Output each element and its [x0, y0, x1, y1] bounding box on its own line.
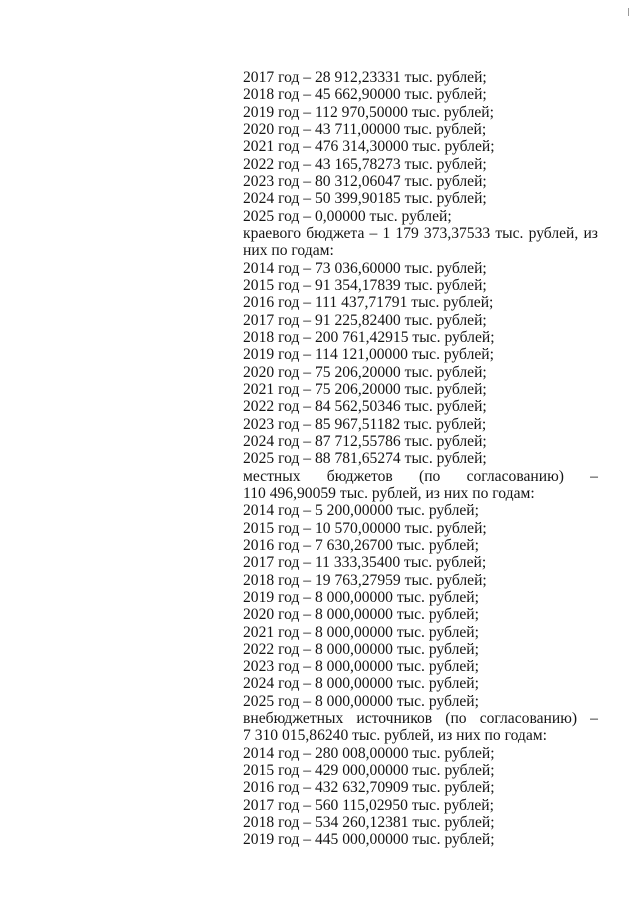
heading-word: бюджетов — [326, 467, 393, 485]
heading-word: краевого — [243, 224, 302, 242]
extrabudget-heading — [243, 710, 598, 745]
year-line: 2017 год – 28 912,23331 тыс. рублей; — [243, 69, 487, 86]
year-line: 2020 год – 75 206,20000 тыс. рублей; — [243, 363, 487, 381]
year-line: 2022 год – 8 000,00000 тыс. рублей; — [243, 640, 479, 658]
year-line: 2020 год – 43 711,00000 тыс. рублей; — [243, 120, 487, 138]
year-line: 2024 год – 50 399,90185 тыс. рублей; — [243, 190, 487, 208]
year-line: 2019 год – 112 970,50000 тыс. рублей; — [243, 103, 494, 121]
heading-word: рублей, — [528, 224, 579, 242]
year-line: 2023 год – 80 312,06047 тыс. рублей; — [243, 172, 487, 190]
regional-budget-heading — [243, 225, 598, 260]
year-line: 2016 год – 432 632,70909 тыс. рублей; — [243, 779, 495, 797]
year-line: 2016 год – 111 437,71791 тыс. рублей; — [243, 294, 494, 312]
year-line: 2019 год – 445 000,00000 тыс. рублей; — [243, 831, 495, 849]
heading-word: (по — [445, 710, 467, 728]
year-line: 2022 год – 43 165,78273 тыс. рублей; — [243, 155, 487, 173]
local-budget-heading — [243, 468, 598, 503]
scan-mark — [628, 8, 629, 16]
heading-word: 373,37533 — [423, 224, 491, 242]
heading-word: – — [369, 224, 378, 242]
year-line: 2025 год – 88 781,65274 тыс. рублей; — [243, 450, 487, 468]
year-line: 2019 год – 114 121,00000 тыс. рублей; — [243, 346, 494, 364]
heading-line — [243, 225, 598, 242]
year-line: 2025 год – 0,00000 тыс. рублей; — [243, 207, 452, 225]
heading-word: из — [583, 224, 598, 242]
year-line: 2018 год – 45 662,90000 тыс. рублей; — [243, 86, 487, 104]
year-line: 2019 год – 8 000,00000 тыс. рублей; — [243, 588, 479, 606]
year-line: 2024 год – 87 712,55786 тыс. рублей; — [243, 432, 487, 450]
year-line: 2023 год – 85 967,51182 тыс. рублей; — [243, 415, 487, 433]
year-line: 2015 год – 429 000,00000 тыс. рублей; — [243, 762, 495, 780]
heading-word: – — [590, 467, 598, 485]
year-line: 2020 год – 8 000,00000 тыс. рублей; — [243, 606, 479, 624]
heading-word: внебюджетных — [243, 710, 344, 728]
year-line: 2018 год – 534 260,12381 тыс. рублей; — [243, 814, 495, 832]
year-line: 2018 год – 19 763,27959 тыс. рублей; — [243, 571, 487, 589]
heading-line-2: 110 496,90059 тыс. рублей, из них по годам: — [243, 484, 535, 502]
group-extrabudget-years — [243, 745, 598, 849]
year-line: 2022 год – 84 562,50346 тыс. рублей; — [243, 398, 487, 416]
heading-line — [243, 710, 598, 727]
group-local-years — [243, 502, 598, 710]
heading-word: (по — [419, 467, 441, 485]
heading-word: местных — [243, 467, 301, 485]
heading-line-2: 7 310 015,86240 тыс. рублей, из них по годам: — [243, 727, 547, 745]
year-line: 2024 год – 8 000,00000 тыс. рублей; — [243, 675, 479, 693]
heading-word: тыс. — [495, 224, 524, 242]
heading-word: 1 — [382, 224, 391, 242]
heading-word: бюджета — [306, 224, 365, 242]
year-line: 2021 год – 476 314,30000 тыс. рублей; — [243, 138, 495, 156]
heading-word: согласованию) — [479, 710, 578, 728]
year-line: 2021 год – 8 000,00000 тыс. рублей; — [243, 623, 479, 641]
group-federal-years — [243, 69, 598, 225]
year-line: 2014 год – 5 200,00000 тыс. рублей; — [243, 502, 479, 520]
year-line: 2023 год – 8 000,00000 тыс. рублей; — [243, 658, 479, 676]
year-line: 2017 год – 560 115,02950 тыс. рублей; — [243, 796, 494, 814]
year-line: 2015 год – 91 354,17839 тыс. рублей; — [243, 276, 487, 294]
year-line: 2018 год – 200 761,42915 тыс. рублей; — [243, 328, 495, 346]
year-line: 2015 год – 10 570,00000 тыс. рублей; — [243, 519, 487, 537]
year-line: 2016 год – 7 630,26700 тыс. рублей; — [243, 536, 479, 554]
year-line: 2017 год – 91 225,82400 тыс. рублей; — [243, 311, 487, 329]
heading-word: – — [590, 710, 598, 728]
year-line: 2014 год – 73 036,60000 тыс. рублей; — [243, 259, 487, 277]
heading-word: согласованию) — [466, 467, 564, 485]
heading-word: источников — [356, 710, 433, 728]
year-line: 2014 год – 280 008,00000 тыс. рублей; — [243, 744, 495, 762]
heading-word: 179 — [395, 224, 419, 242]
group-regional-years — [243, 260, 598, 468]
year-line: 2021 год – 75 206,20000 тыс. рублей; — [243, 380, 487, 398]
heading-line-2: них по годам: — [243, 242, 334, 260]
heading-line — [243, 468, 598, 485]
funding-text — [243, 69, 598, 849]
year-line: 2025 год – 8 000,00000 тыс. рублей; — [243, 692, 479, 710]
year-line: 2017 год – 11 333,35400 тыс. рублей; — [243, 554, 487, 572]
